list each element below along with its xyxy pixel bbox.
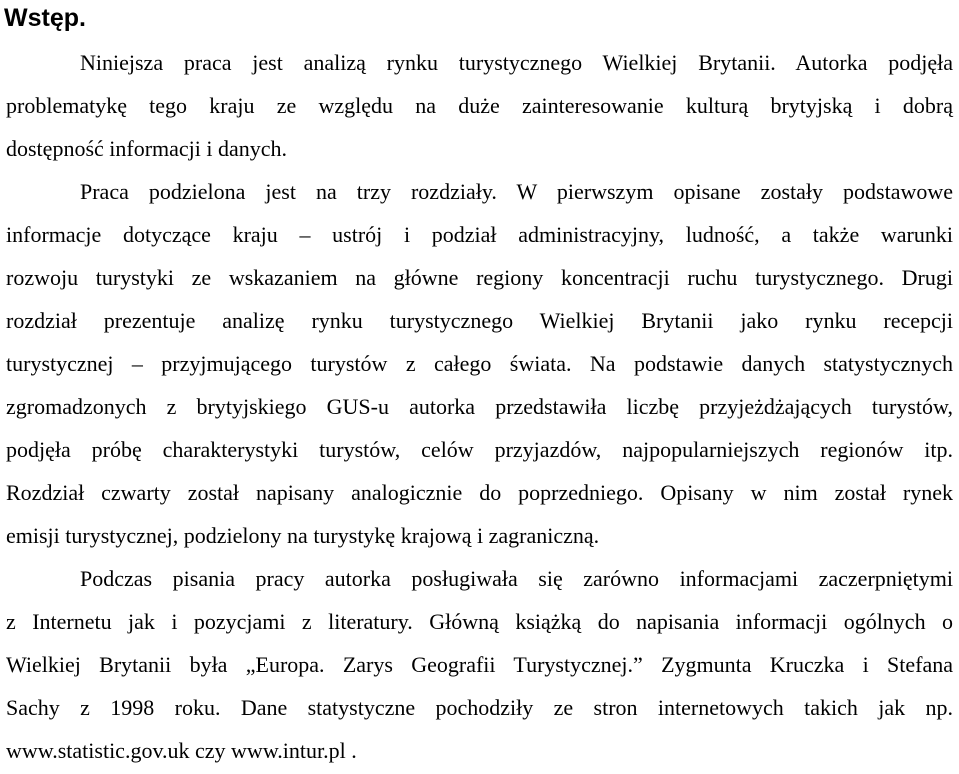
text-line: Rozdział czwarty został napisany analogicznie do poprzedniego. Opisany w nim został rynek bbox=[6, 480, 953, 505]
text-line: rozdział prezentuje analizę rynku turystycznego Wielkiej Brytanii jako rynku recepcji bbox=[6, 308, 953, 333]
text-line: emisji turystycznej, podzielony na turystykę krajową i zagraniczną. bbox=[6, 523, 600, 548]
text-line: dostępność informacji i danych. bbox=[6, 136, 288, 161]
text-line: Praca podzielona jest na trzy rozdziały. W pierwszym opisane zostały podstawowe bbox=[80, 179, 953, 204]
text-line: informacje dotyczące kraju – ustrój i podział administracyjny, ludność, a także warunki bbox=[6, 222, 953, 247]
text-line: Podczas pisania pracy autorka posługiwała się zarówno informacjami zaczerpniętymi bbox=[80, 566, 953, 591]
text-line: problematykę tego kraju ze względu na duże zainteresowanie kulturą brytyjską i dobrą bbox=[6, 93, 953, 118]
text-line: rozwoju turystyki ze wskazaniem na główne regiony koncentracji ruchu turystycznego. Drugi bbox=[6, 265, 953, 290]
section-heading: Wstęp. bbox=[4, 4, 86, 32]
text-line: podjęła próbę charakterystyki turystów, celów przyjazdów, najpopularniejszych regionów itp. bbox=[6, 437, 953, 462]
text-line: z Internetu jak i pozycjami z literatury. Główną książką do napisania informacji ogólnych o bbox=[6, 609, 953, 634]
text-line: zgromadzonych z brytyjskiego GUS-u autorka przedstawiła liczbę przyjeżdżających turystów, bbox=[6, 394, 953, 419]
text-line: Niniejsza praca jest analizą rynku turystycznego Wielkiej Brytanii. Autorka podjęła bbox=[80, 50, 953, 75]
text-line: www.statistic.gov.uk czy www.intur.pl . bbox=[6, 738, 357, 763]
text-line: turystycznej – przyjmującego turystów z całego świata. Na podstawie danych statystycznych bbox=[6, 351, 953, 376]
text-line: Sachy z 1998 roku. Dane statystyczne pochodziły ze stron internetowych takich jak np. bbox=[6, 695, 953, 720]
text-line: Wielkiej Brytanii była „Europa. Zarys Geografii Turystycznej.” Zygmunta Kruczka i Stefana bbox=[6, 652, 953, 677]
